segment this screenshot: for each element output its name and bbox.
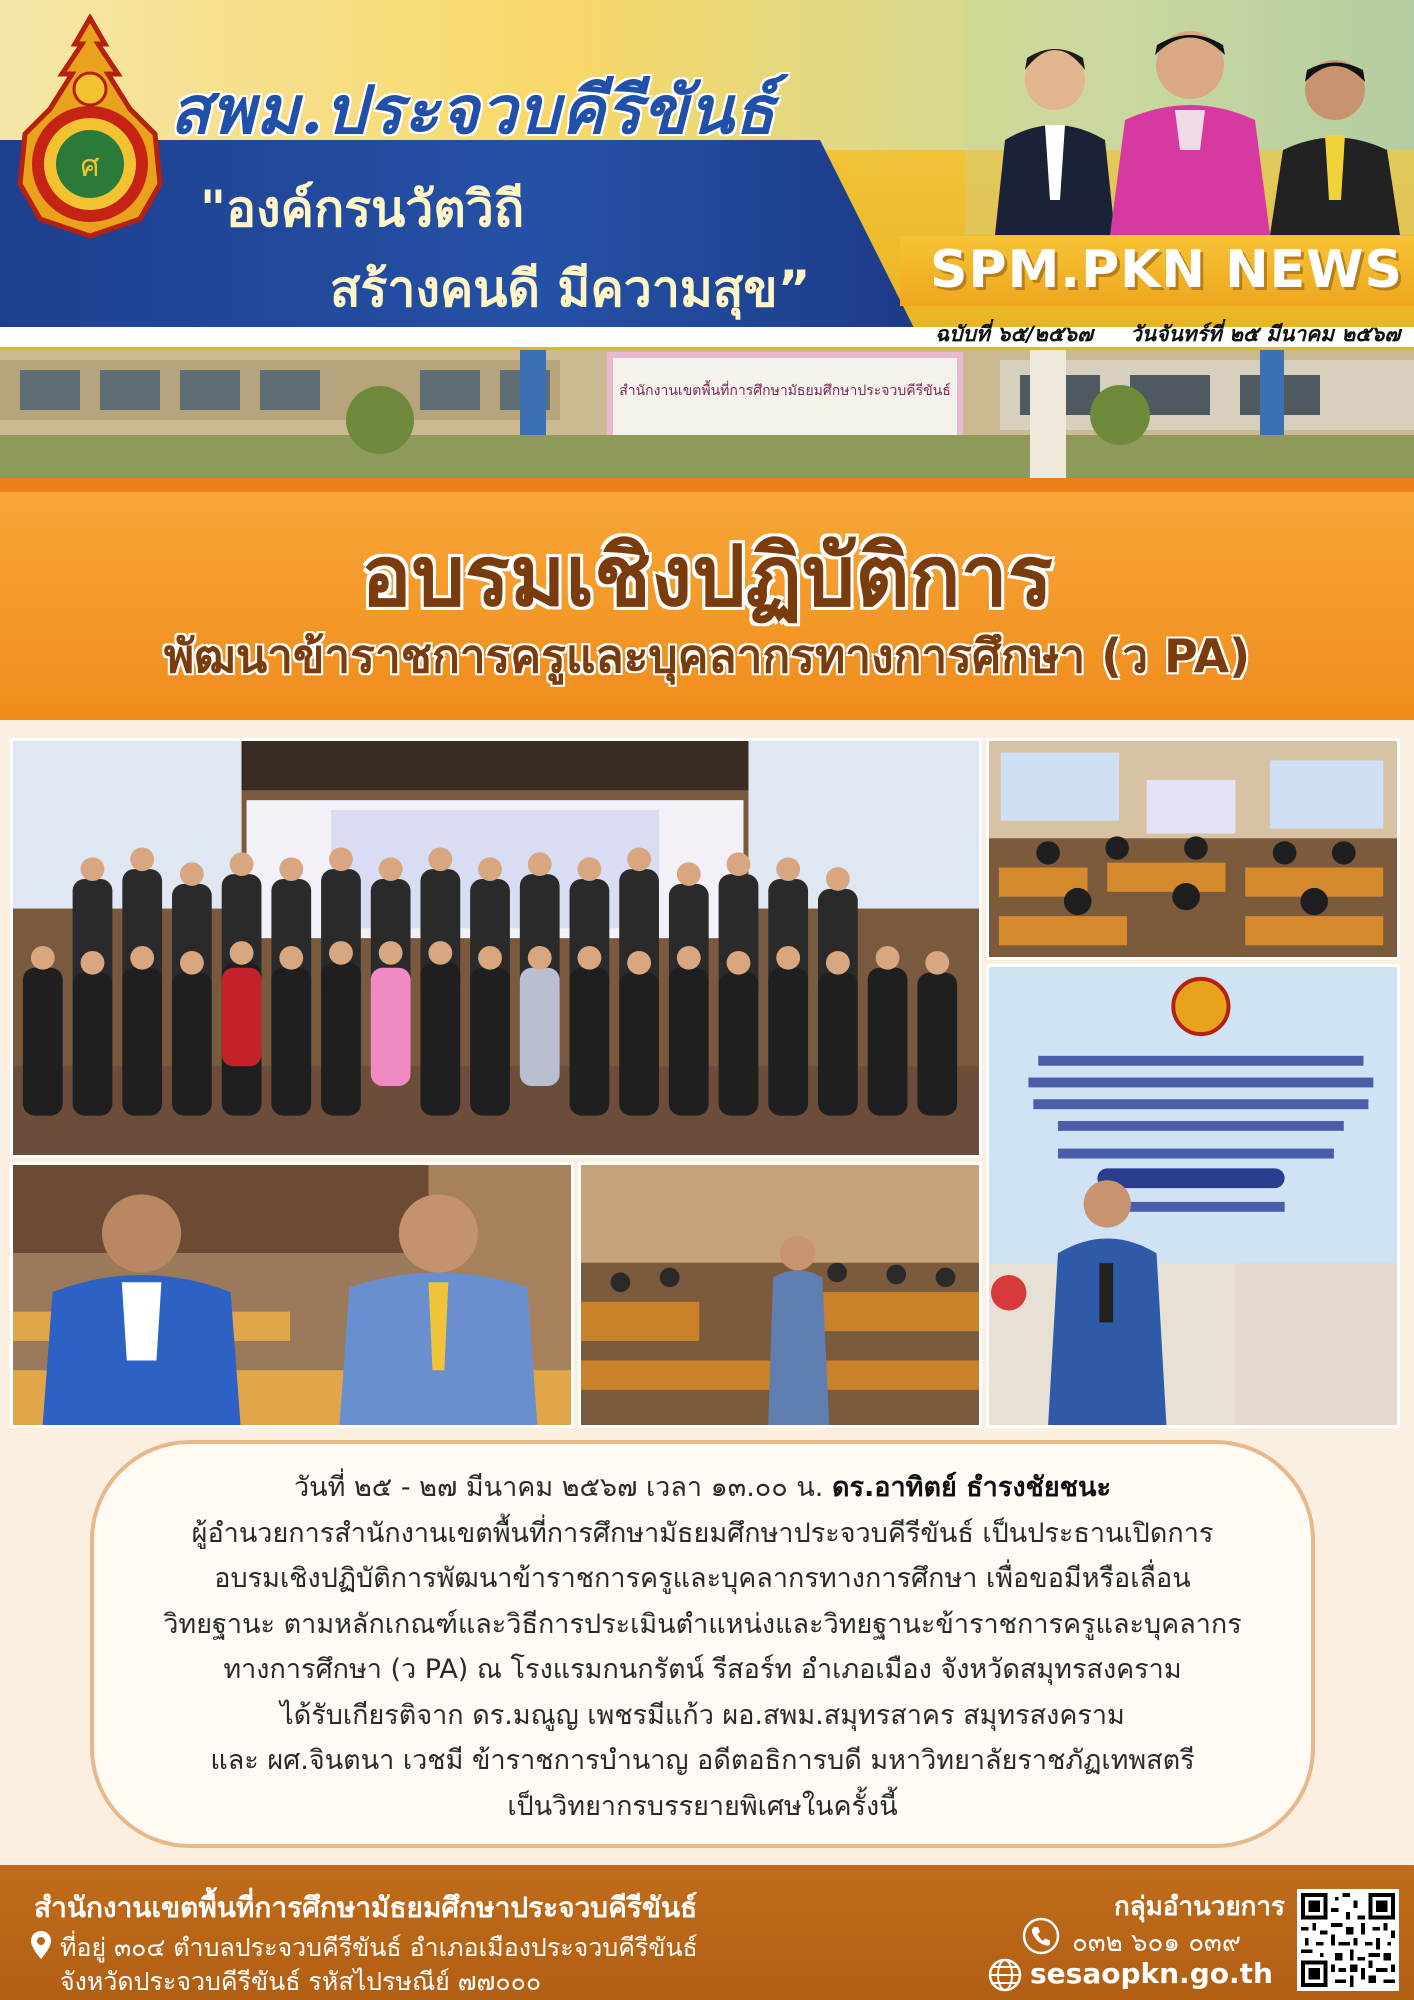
site-title: สพม.ประจวบคีรีขันธ์ xyxy=(170,71,776,149)
issue-number: ฉบับที่ ๖๕/๒๕๖๗ xyxy=(935,322,1093,346)
news-title: SPM.PKN NEWS xyxy=(930,240,1403,300)
article-line: ทางการศึกษา (ว PA) ณ โรงแรมกนกรัตน์ รีสอร์ท อำเภอเมือง จังหวัดสมุทรสงคราม xyxy=(223,1654,1182,1685)
article-date-time: วันที่ ๒๕ - ๒๗ มีนาคม ๒๕๖๗ เวลา ๑๓.๐๐ น. xyxy=(294,1472,832,1503)
article-body xyxy=(95,1465,1310,1829)
headline-subtitle: พัฒนาข้าราชการครูและบุคลากรทางการศึกษา (ว PA) xyxy=(163,629,1251,683)
participants-photo xyxy=(10,1162,574,1428)
article-line: ได้รับเกียรติจาก ดร.มณูญ เพชรมีแก้ว ผอ.สพม.สมุทรสาคร สมุทรสงคราม xyxy=(280,1699,1125,1731)
footer-website-link[interactable]: sesaopkn.go.th xyxy=(1030,1957,1273,1990)
footer-address-line-2: จังหวัดประจวบคีรีขันธ์ รหัสไปรษณีย์ ๗๗๐๐๐ xyxy=(60,1967,542,1996)
group-photo xyxy=(10,738,982,1158)
executives-photo xyxy=(965,0,1414,235)
speaker-photo xyxy=(578,1162,982,1428)
slogan-line-1: "องค์กรนวัตวิถี xyxy=(200,180,525,238)
globe-icon xyxy=(988,1958,1022,1992)
meeting-room-photo xyxy=(986,738,1400,960)
footer-organization: สำนักงานเขตพื้นที่การศึกษามัธยมศึกษาประจวบคีรีขันธ์ xyxy=(34,1891,698,1924)
obec-seal-logo xyxy=(10,14,170,239)
location-pin-icon xyxy=(30,1930,52,1960)
office-building-photo xyxy=(0,350,1414,480)
article-line: และ ผศ.จินตนา เวชมี ข้าราชการบำนาญ อดีตอธิการบดี มหาวิทยาลัยราชภัฏเทพสตรี xyxy=(210,1745,1195,1776)
svg-text:ศ: ศ xyxy=(80,149,100,184)
headline-title: อบรมเชิงปฏิบัติการ xyxy=(361,527,1053,625)
article-line: ผู้อำนวยการสำนักงานเขตพื้นที่การศึกษามัธยมศึกษาประจวบคีรีขันธ์ เป็นประธานเปิดการ xyxy=(191,1517,1214,1549)
issue-date: วันจันทร์ที่ ๒๕ มีนาคม ๒๕๖๗ xyxy=(1130,322,1401,346)
banner-speaker-photo xyxy=(986,964,1400,1428)
footer-phone[interactable]: ๐๓๒ ๖๐๑ ๐๓๙ xyxy=(1072,1928,1241,1958)
article-line: เป็นวิทยากรบรรยายพิเศษในครั้งนี้ xyxy=(507,1790,898,1822)
footer-group-name: กลุ่มอำนวยการ xyxy=(1114,1892,1285,1922)
article-line: อบรมเชิงปฏิบัติการพัฒนาข้าราชการครูและบุคลากรทางการศึกษา เพื่อขอมีหรือเลื่อน xyxy=(214,1563,1191,1594)
director-name: ดร.อาทิตย์ ธำรงชัยชนะ xyxy=(831,1472,1111,1503)
phone-icon xyxy=(1022,1917,1060,1955)
footer-address-line-1: ที่อยู่ ๓๐๔ ตำบลประจวบคีรีขันธ์ อำเภอเมืองประจวบคีรีขันธ์ xyxy=(60,1933,698,1962)
qr-code[interactable] xyxy=(1297,1889,1399,1991)
article-line: วิทยฐานะ ตามหลักเกณฑ์และวิธีการประเมินตำแหน่งและวิทยฐานะข้าราชการครูและบุคลากร xyxy=(163,1608,1242,1640)
building-sign-text: สำนักงานเขตพื้นที่การศึกษามัธยมศึกษาประจวบคีรีขันธ์ xyxy=(619,383,951,399)
article-line-1 xyxy=(95,1465,1310,1511)
slogan-line-2: สร้างคนดี มีความสุข” xyxy=(330,260,811,318)
